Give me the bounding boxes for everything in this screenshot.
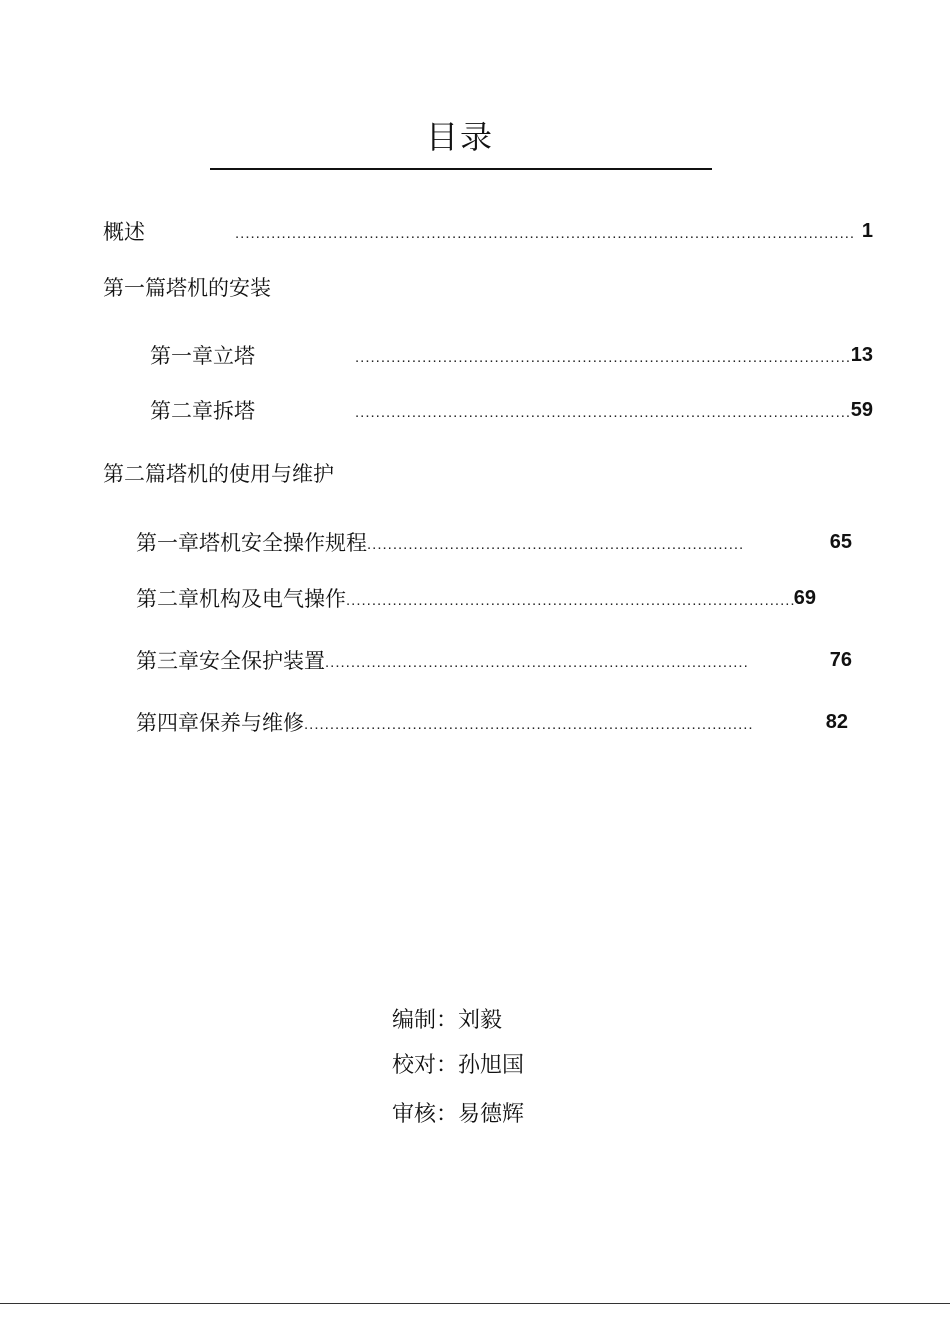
toc-entry-chapter (136, 527, 852, 557)
toc-page-number: 69 (793, 586, 816, 609)
toc-dot-leader (367, 536, 745, 557)
toc-page-number: 13 (850, 343, 873, 366)
toc-entry-chapter (150, 340, 873, 370)
toc-entry-label: 第二章拆塔 (150, 399, 255, 423)
toc-entry-label: 第三章安全保护装置 (136, 649, 325, 673)
toc-entry-label: 第四章保养与维修 (136, 711, 304, 735)
toc-entry-label: 第二章机构及电气操作 (136, 587, 346, 611)
toc-page-number: 82 (825, 710, 848, 733)
toc-entry-chapter (136, 583, 816, 613)
toc-dot-leader (355, 404, 851, 425)
toc-page-number: 59 (850, 398, 873, 421)
toc-page-number: 65 (829, 530, 852, 553)
toc-entry-chapter (136, 645, 852, 675)
credit-proofreader: 校对：孙旭国 (392, 1053, 525, 1078)
toc-dot-leader (325, 654, 750, 675)
toc-entry-label: 第一章塔机安全操作规程 (136, 531, 367, 555)
page-title: 目录 (425, 118, 494, 156)
toc-page-number: 76 (829, 648, 852, 671)
toc-entry-label: 概述 (103, 220, 145, 244)
toc-entry-label: 第一章立塔 (150, 344, 255, 368)
page-bottom-divider (0, 1303, 950, 1304)
toc-part-heading-2: 第二篇塔机的使用与维护 (103, 462, 334, 486)
toc-entry-chapter (136, 707, 848, 737)
toc-entry-chapter (150, 395, 873, 425)
toc-dot-leader (346, 592, 794, 613)
credit-editor: 编制：刘毅 (392, 1008, 503, 1033)
toc-dot-leader (235, 225, 856, 246)
toc-entry-overview (103, 216, 873, 246)
toc-page-number: 1 (861, 219, 873, 242)
credit-reviewer: 审核：易德辉 (392, 1102, 525, 1127)
toc-part-heading-1: 第一篇塔机的安装 (103, 276, 271, 300)
toc-dot-leader (355, 349, 851, 370)
title-underline (210, 168, 712, 170)
toc-dot-leader (304, 716, 754, 737)
